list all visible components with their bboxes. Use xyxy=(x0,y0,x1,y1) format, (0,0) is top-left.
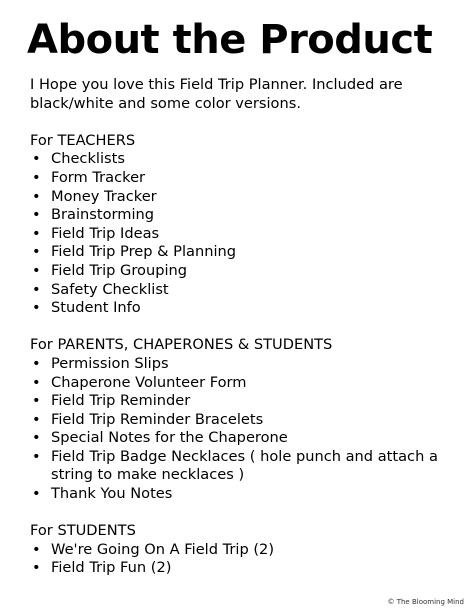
bullet-icon: • xyxy=(32,373,41,391)
list-item xyxy=(30,262,460,281)
list-item-label: Thank You Notes xyxy=(51,485,173,503)
list-item xyxy=(30,559,460,578)
footer-credit: © The Blooming Mind xyxy=(387,598,464,606)
list-item xyxy=(30,429,460,448)
bullet-icon: • xyxy=(32,447,41,465)
list-item-label: Field Trip Fun (2) xyxy=(51,559,172,577)
list-item xyxy=(30,150,460,169)
list-item xyxy=(30,448,460,485)
bullet-icon: • xyxy=(32,354,41,372)
section-heading: For STUDENTS xyxy=(30,522,136,540)
bullet-icon: • xyxy=(32,559,41,577)
list-item-label: Safety Checklist xyxy=(51,280,169,298)
list-item-label: Field Trip Badge Necklaces ( hole punch and attach a string to make necklaces ) xyxy=(51,447,438,484)
list-item xyxy=(30,299,460,318)
bullet-icon: • xyxy=(32,261,41,279)
bullet-icon: • xyxy=(32,485,41,503)
list-item-label: Form Tracker xyxy=(51,168,146,186)
bullet-icon: • xyxy=(32,150,41,168)
list-item xyxy=(30,206,460,225)
bullet-icon: • xyxy=(32,243,41,261)
section xyxy=(30,522,460,578)
list-item xyxy=(30,243,460,262)
list-item xyxy=(30,188,460,207)
section-list xyxy=(30,132,460,578)
bullet-icon: • xyxy=(32,168,41,186)
section xyxy=(30,132,460,318)
list-item-label: Field Trip Grouping xyxy=(51,261,188,279)
bullet-icon: • xyxy=(32,187,41,205)
list-item-label: Student Info xyxy=(51,299,141,317)
list-item xyxy=(30,541,460,560)
list-item-label: We're Going On A Field Trip (2) xyxy=(51,540,275,558)
list-item xyxy=(30,225,460,244)
list-item-label: Field Trip Ideas xyxy=(51,224,160,242)
bullet-icon: • xyxy=(32,540,41,558)
list-item xyxy=(30,374,460,393)
bullet-icon: • xyxy=(32,299,41,317)
section xyxy=(30,336,460,503)
bullet-icon: • xyxy=(32,224,41,242)
bullet-icon: • xyxy=(32,280,41,298)
list-item-label: Brainstorming xyxy=(51,206,155,224)
list-item xyxy=(30,169,460,188)
list-item-label: Field Trip Reminder Bracelets xyxy=(51,410,264,428)
item-list xyxy=(30,541,460,578)
bullet-icon: • xyxy=(32,429,41,447)
product-description xyxy=(30,76,460,597)
list-item xyxy=(30,392,460,411)
page-title: About the Product xyxy=(27,17,433,63)
list-item xyxy=(30,485,460,504)
list-item xyxy=(30,281,460,300)
section-heading: For PARENTS, CHAPERONES & STUDENTS xyxy=(30,336,333,354)
item-list xyxy=(30,355,460,504)
list-item-label: Checklists xyxy=(51,150,125,168)
item-list xyxy=(30,150,460,317)
list-item-label: Field Trip Prep & Planning xyxy=(51,243,237,261)
intro-text: I Hope you love this Field Trip Planner. Included are black/white and some color versions. xyxy=(30,76,403,112)
section-heading: For TEACHERS xyxy=(30,131,136,149)
list-item-label: Permission Slips xyxy=(51,354,169,372)
list-item-label: Chaperone Volunteer Form xyxy=(51,373,247,391)
bullet-icon: • xyxy=(32,206,41,224)
bullet-icon: • xyxy=(32,392,41,410)
list-item xyxy=(30,355,460,374)
list-item-label: Money Tracker xyxy=(51,187,157,205)
bullet-icon: • xyxy=(32,410,41,428)
list-item-label: Field Trip Reminder xyxy=(51,392,191,410)
list-item-label: Special Notes for the Chaperone xyxy=(51,429,288,447)
list-item xyxy=(30,411,460,430)
